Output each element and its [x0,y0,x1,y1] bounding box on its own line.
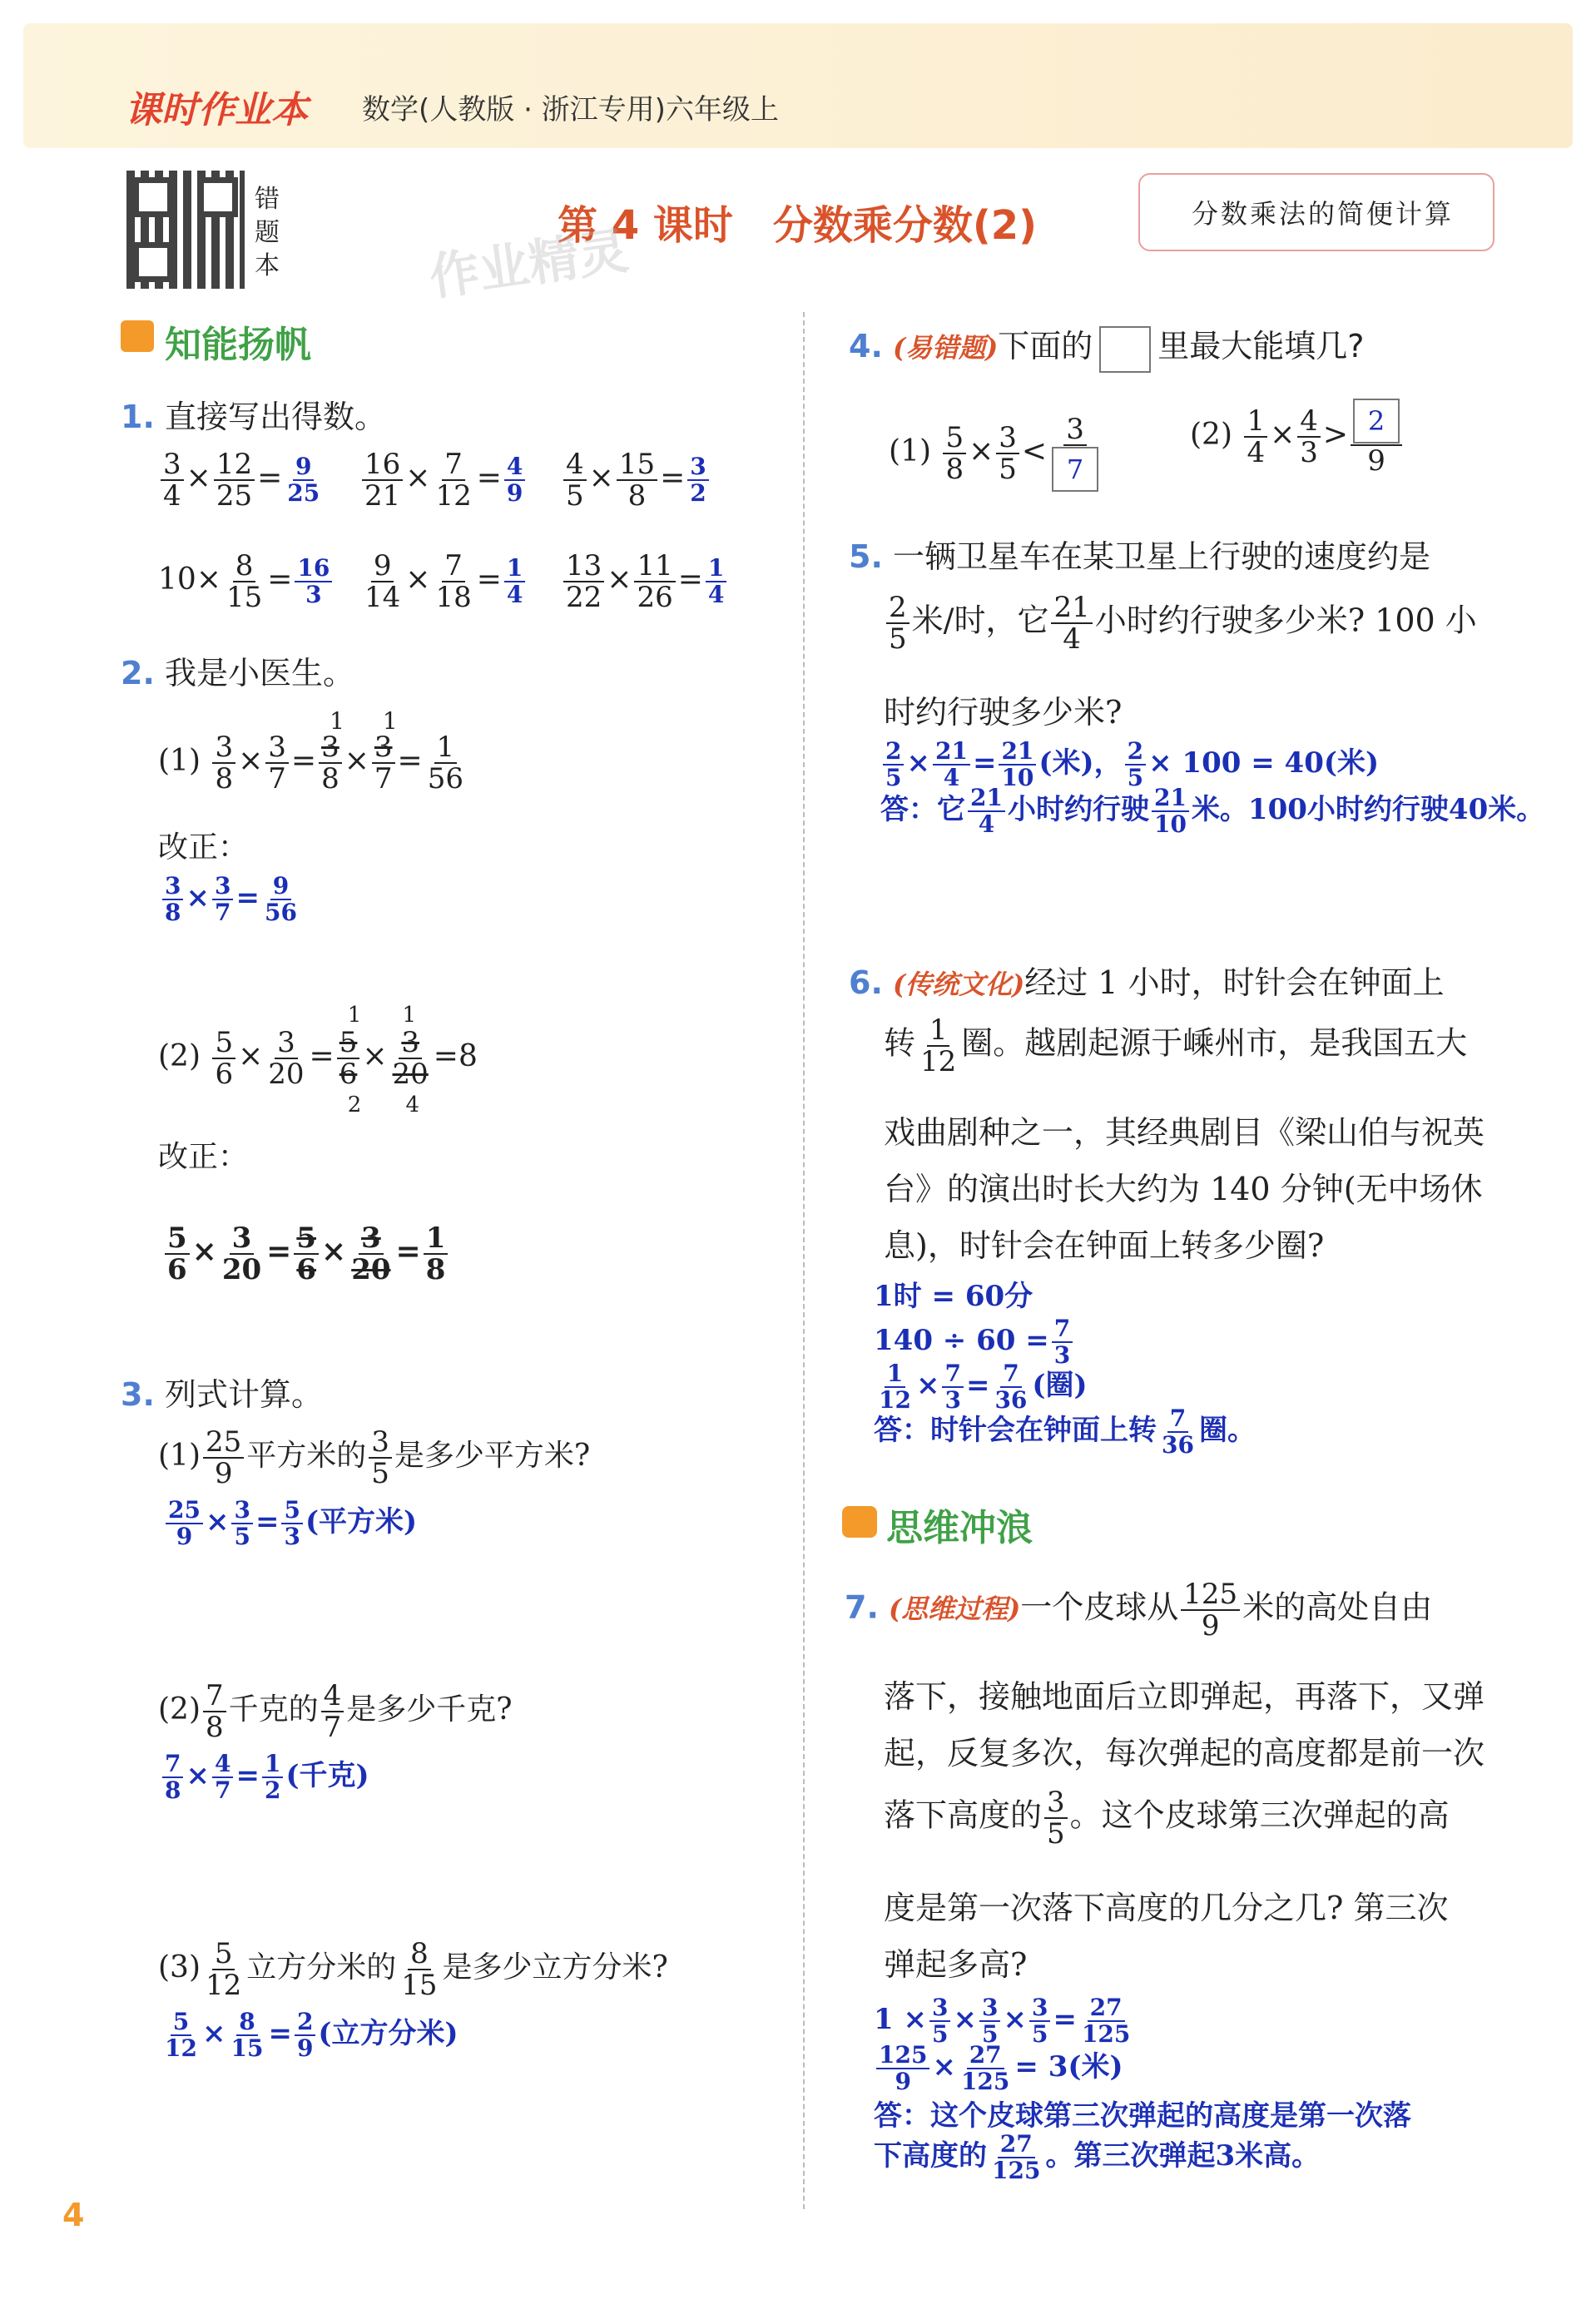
q2-p1-fix: $\frac{3}{8}$ × $\frac{3}{7}$ = $\frac{9}{56}$ [160,874,302,925]
q6-line3: 戏曲剧种之一，其经典剧目《梁山伯与祝英 [884,1114,1485,1151]
q2-p2-expression: (2) $\frac{5}{6}$ × $\frac{3}{20}$ = 1 2 $\frac{5}{6}$ × 1 4 $\frac{3}{20}$ =8 [158,1003,478,1117]
q1-item-3: $\frac{4}{5}$ × $\frac{15}{8}$ = $\frac{3}{2}$ [561,449,711,511]
q5-line1: 5. 一辆卫星车在某卫星上行驶的速度约是 [849,538,1430,575]
q6-line2: 转 $\frac{1}{12}$ 圈。越剧起源于嵊州市，是我国五大 [884,1013,1468,1078]
q3-heading: 3. 列式计算。 [121,1376,323,1413]
q4-p1-answer-box[interactable]: 7 [1052,447,1098,492]
q7-line4: 落下高度的 $\frac{3}{5}$ 。这个皮球第三次弹起的高 [884,1786,1450,1851]
q1-heading: 1. 直接写出得数。 [121,399,386,435]
q3-p3-answer: $\frac{5}{12}$ × $\frac{8}{15}$ = $\frac{2}{9}$ (立方分米) [165,2008,458,2062]
q4-p2-answer-box[interactable]: 2 [1353,399,1400,443]
q6-line4: 台》的演出时长大约为 140 分钟(无中场休 [884,1171,1483,1207]
q7-line3: 起，反复多次，每次弹起的高度都是前一次 [884,1735,1485,1771]
q1-item-5: $\frac{9}{14}$ × $\frac{7}{18}$ = $\frac{1}{4}$ [359,551,528,612]
q3-p3-question: (3) $\frac{5}{12}$ 立方分米的 $\frac{8}{15}$ 是多少立方分米? [158,1937,668,2002]
blank-box-icon [1099,326,1151,373]
q1-item-6: $\frac{13}{22}$ × $\frac{11}{26}$ = $\frac{1}{4}$ [561,551,729,612]
qr-code[interactable] [126,171,245,289]
q2-p1-correct-label: 改正： [158,830,249,865]
section-icon [121,320,154,352]
subject-title: 数学(人教版 · 浙江专用)六年级上 [362,93,779,126]
section-title-2: 思维冲浪 [886,1507,1033,1549]
q7-answer-1: 1 × $\frac{3}{5}$ × $\frac{3}{5}$ × $\frac{3}{5}$ = $\frac{27}{125}$ [874,1994,1131,2048]
q7-answer-3: 答：这个皮球第三次弹起的高度是第一次落 [874,2099,1411,2133]
section-title-1: 知能扬帆 [165,324,311,366]
q1-item-4: 10× $\frac{8}{15}$ = $\frac{16}{3}$ [158,551,335,612]
q6-line5: 息)，时针会在钟面上转多少圈? [884,1227,1325,1264]
q2-p2-fix: $\frac{5}{6}$ × $\frac{3}{20}$ = $\frac{5}{6}$ × $\frac{3}{20}$ = $\frac{1}{8}$ [162,1223,450,1285]
q3-p1-answer: $\frac{25}{9}$ × $\frac{3}{5}$ = $\frac{5}{3}$ (平方米) [163,1498,417,1549]
q3-p2-question: (2) $\frac{7}{8}$ 千克的 $\frac{4}{7}$ 是多少千克? [158,1679,513,1744]
q6-answer-4: 答：时针会在钟面上转 $\frac{7}{36}$ 圈。 [874,1405,1256,1459]
q7-answer-2: $\frac{125}{9}$ × $\frac{27}{125}$ = 3(米) [874,2043,1123,2094]
page-number: 4 [62,2197,85,2233]
q2-p1-expression: (1) $\frac{3}{8}$ × $\frac{3}{7}$ = 1 $\frac{3}{8}$ × 1 $\frac{3}{7}$ = $\frac{1}{56}$ [158,707,463,795]
q6-answer-3: $\frac{1}{12}$ × $\frac{7}{3}$ = $\frac{7}{36}$ (圈) [879,1360,1088,1414]
side-label-char: 错 [255,185,280,214]
q6-line1: 6. (传统文化)经过 1 小时，时针会在钟面上 [849,964,1445,1001]
q7-line1: 7. (思维过程)一个皮球从 $\frac{125}{9}$ 米的高处自由 [845,1578,1433,1643]
side-label-char: 本 [255,251,280,280]
q3-p1-question: (1) $\frac{25}{9}$ 平方米的 $\frac{3}{5}$ 是多少平方米? [158,1425,591,1490]
q7-answer-4: 下高度的 $\frac{27}{125}$ 。第三次弹起3米高。 [874,2130,1321,2184]
lesson-title: 第 4 课时 分数乘分数(2) [558,202,1038,249]
q7-line5: 度是第一次落下高度的几分之几? 第三次 [884,1890,1449,1926]
q4-p1: (1) $\frac{5}{8}$ × $\frac{3}{5}$ < $\frac{3}{7}$ [889,414,1103,493]
column-divider [803,312,805,2209]
section-icon [842,1506,877,1538]
q4-p2: (2) $\frac{1}{4}$ × $\frac{4}{3}$ > $\frac{2}{9}$ [1190,398,1405,476]
q5-line2: $\frac{2}{5}$ 米/时，它 $\frac{21}{4}$ 小时约行驶多少米? 100 小 [884,592,1477,654]
q3-p2-answer: $\frac{7}{8}$ × $\frac{4}{7}$ = $\frac{1}{2}$ (千克) [160,1752,369,1803]
q6-answer-1: 1时 = 60分 [874,1280,1033,1313]
q5-answer-1: $\frac{2}{5}$ × $\frac{21}{4}$ = $\frac{21}{10}$ (米)， $\frac{2}{5}$ × 100 = 40(米) [880,739,1379,790]
q7-line6: 弹起多高? [884,1946,1028,1983]
q1-item-2: $\frac{16}{21}$ × $\frac{7}{12}$ = $\frac{4}{9}$ [359,449,528,511]
topic-text: 分数乘法的简便计算 [1192,198,1455,230]
side-label-char: 题 [255,218,280,247]
q1-item-1: $\frac{3}{4}$ × $\frac{12}{25}$ = $\frac{9}{25}$ [158,449,325,511]
q6-answer-2: 140 ÷ 60 = $\frac{7}{3}$ [874,1316,1075,1368]
q2-heading: 2. 我是小医生。 [121,655,354,691]
q5-answer-2: 答：它 $\frac{21}{4}$ 小时约行驶 $\frac{21}{10}$ 米。100小时约行驶40米。 [880,784,1545,838]
q2-p2-correct-label: 改正： [158,1140,249,1174]
brand-title: 课时作业本 [125,89,308,131]
q7-line2: 落下，接触地面后立即弹起，再落下，又弹 [884,1678,1485,1715]
q5-line3: 时约行驶多少米? [884,694,1123,731]
q4-heading: 4. (易错题)下面的 里最大能填几? [849,320,1364,373]
side-label [255,183,283,283]
watermark: 作业精灵 [425,221,632,308]
